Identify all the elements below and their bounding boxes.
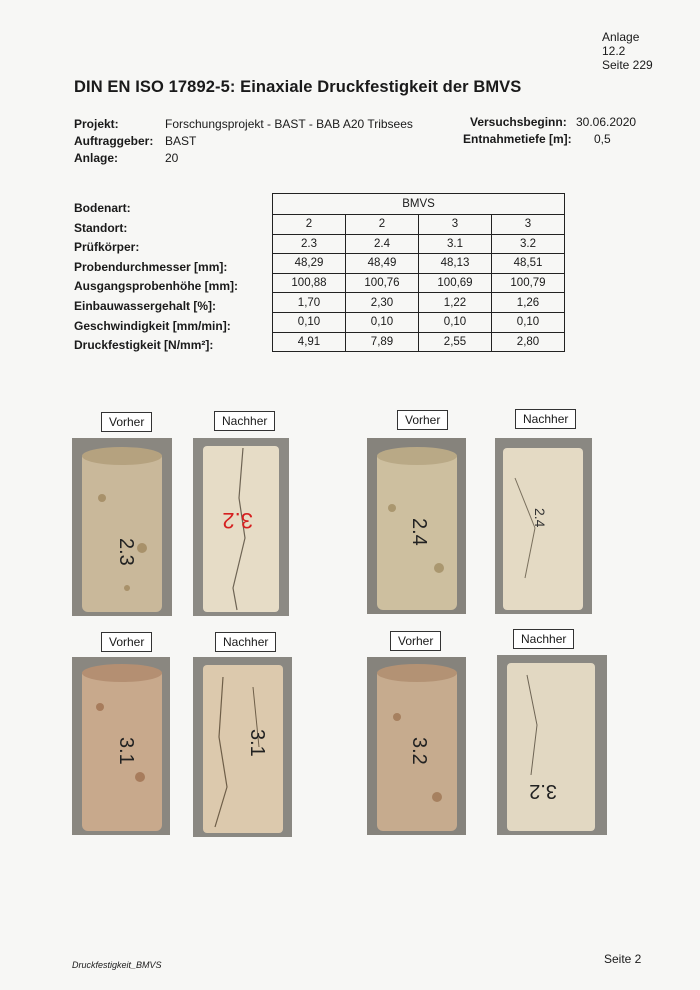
anlage-box	[602, 30, 653, 72]
table-cell: 48,49	[346, 254, 419, 274]
auftraggeber-label: Auftraggeber:	[74, 134, 154, 148]
specimen-mark: 3.2	[529, 780, 557, 802]
table-cell: 7,89	[346, 332, 419, 352]
before-caption: Vorher	[397, 410, 448, 430]
table-cell: 1,26	[492, 293, 565, 313]
table-cell: 2.4	[346, 234, 419, 254]
after-caption: Nachher	[215, 632, 276, 652]
table-cell: 2,30	[346, 293, 419, 313]
table-cell: 3	[419, 215, 492, 235]
specimen-mark: 3.2	[222, 508, 253, 533]
projekt-label: Projekt:	[74, 117, 119, 131]
table-cell: 100,88	[273, 273, 346, 293]
entnahmetiefe-value: 0,5	[594, 132, 611, 146]
table-row	[273, 312, 565, 332]
after-caption: Nachher	[513, 629, 574, 649]
table-cell: 100,69	[419, 273, 492, 293]
projekt-value: Forschungsprojekt - BAST - BAB A20 Tribsees	[165, 117, 413, 131]
table-cell: 2,55	[419, 332, 492, 352]
table-cell: 3	[492, 215, 565, 235]
row-label: Prüfkörper:	[74, 240, 140, 255]
specimen-photo-before	[367, 438, 466, 614]
table-cell: 4,91	[273, 332, 346, 352]
table-cell: 2.3	[273, 234, 346, 254]
row-label: Probendurchmesser [mm]:	[74, 259, 228, 274]
specimen-mark: 3.1	[115, 737, 137, 765]
table-cell: 2,80	[492, 332, 565, 352]
versuchsbeginn-value: 30.06.2020	[576, 115, 637, 129]
after-caption: Nachher	[515, 409, 576, 429]
table-cell: 2	[346, 215, 419, 235]
table-row	[273, 293, 565, 313]
specimen-mark: 3.1	[246, 729, 268, 757]
auftraggeber-value: BAST	[165, 134, 197, 148]
row-label: Geschwindigkeit [mm/min]:	[74, 318, 231, 333]
table-row	[273, 332, 565, 352]
specimen-photo-after	[497, 655, 607, 835]
specimen-mark: 2.4	[532, 508, 548, 528]
row-label: Druckfestigkeit [N/mm²]:	[74, 338, 214, 353]
footer-filename: Druckfestigkeit_BMVS	[72, 960, 162, 970]
page-title: DIN EN ISO 17892-5: Einaxiale Druckfestigkeit der BMVS	[74, 78, 522, 96]
row-label: Einbauwassergehalt [%]:	[74, 298, 217, 313]
anlage-label: Anlage	[602, 30, 640, 44]
footer-page: Seite 2	[604, 952, 642, 966]
table-row	[273, 273, 565, 293]
entnahmetiefe-label: Entnahmetiefe [m]:	[463, 132, 572, 146]
before-caption: Vorher	[390, 631, 441, 651]
anlage-page: Seite 229	[602, 58, 653, 72]
table-row	[273, 215, 565, 235]
versuchsbeginn-label: Versuchsbeginn:	[470, 115, 567, 129]
row-labels	[74, 199, 238, 356]
specimen-mark: 2.4	[408, 518, 430, 546]
anlage-meta-label: Anlage:	[74, 151, 119, 165]
table-cell: 0,10	[492, 312, 565, 332]
table-cell: 2	[273, 215, 346, 235]
results-table	[272, 193, 565, 352]
table-cell: 1,70	[273, 293, 346, 313]
table-cell: 1,22	[419, 293, 492, 313]
specimen-mark: 3.2	[408, 737, 430, 765]
anlage-meta-value: 20	[165, 151, 179, 165]
specimen-mark: 2.3	[115, 538, 137, 566]
table-cell: 0,10	[419, 312, 492, 332]
after-caption: Nachher	[214, 411, 275, 431]
specimen-photo-before	[72, 657, 170, 835]
row-label: Standort:	[74, 220, 128, 235]
row-label: Ausgangsprobenhöhe [mm]:	[74, 279, 238, 294]
table-cell: 48,13	[419, 254, 492, 274]
table-cell: 100,79	[492, 273, 565, 293]
specimen-photo-after	[193, 438, 289, 616]
table-cell: 100,76	[346, 273, 419, 293]
table-cell: 48,51	[492, 254, 565, 274]
before-caption: Vorher	[101, 632, 152, 652]
specimen-photo-after	[495, 438, 592, 614]
anlage-number: 12.2	[602, 44, 626, 58]
row-label: Bodenart:	[74, 201, 131, 215]
table-cell: 0,10	[273, 312, 346, 332]
table-row	[273, 234, 565, 254]
before-caption: Vorher	[101, 412, 152, 432]
table-row	[273, 254, 565, 274]
table-cell: 3.2	[492, 234, 565, 254]
table-cell: 0,10	[346, 312, 419, 332]
specimen-photo-before	[367, 657, 466, 835]
table-header: BMVS	[273, 194, 565, 215]
table-cell: 3.1	[419, 234, 492, 254]
specimen-photo-before	[72, 438, 172, 616]
table-cell: 48,29	[273, 254, 346, 274]
specimen-photo-after	[193, 657, 292, 837]
